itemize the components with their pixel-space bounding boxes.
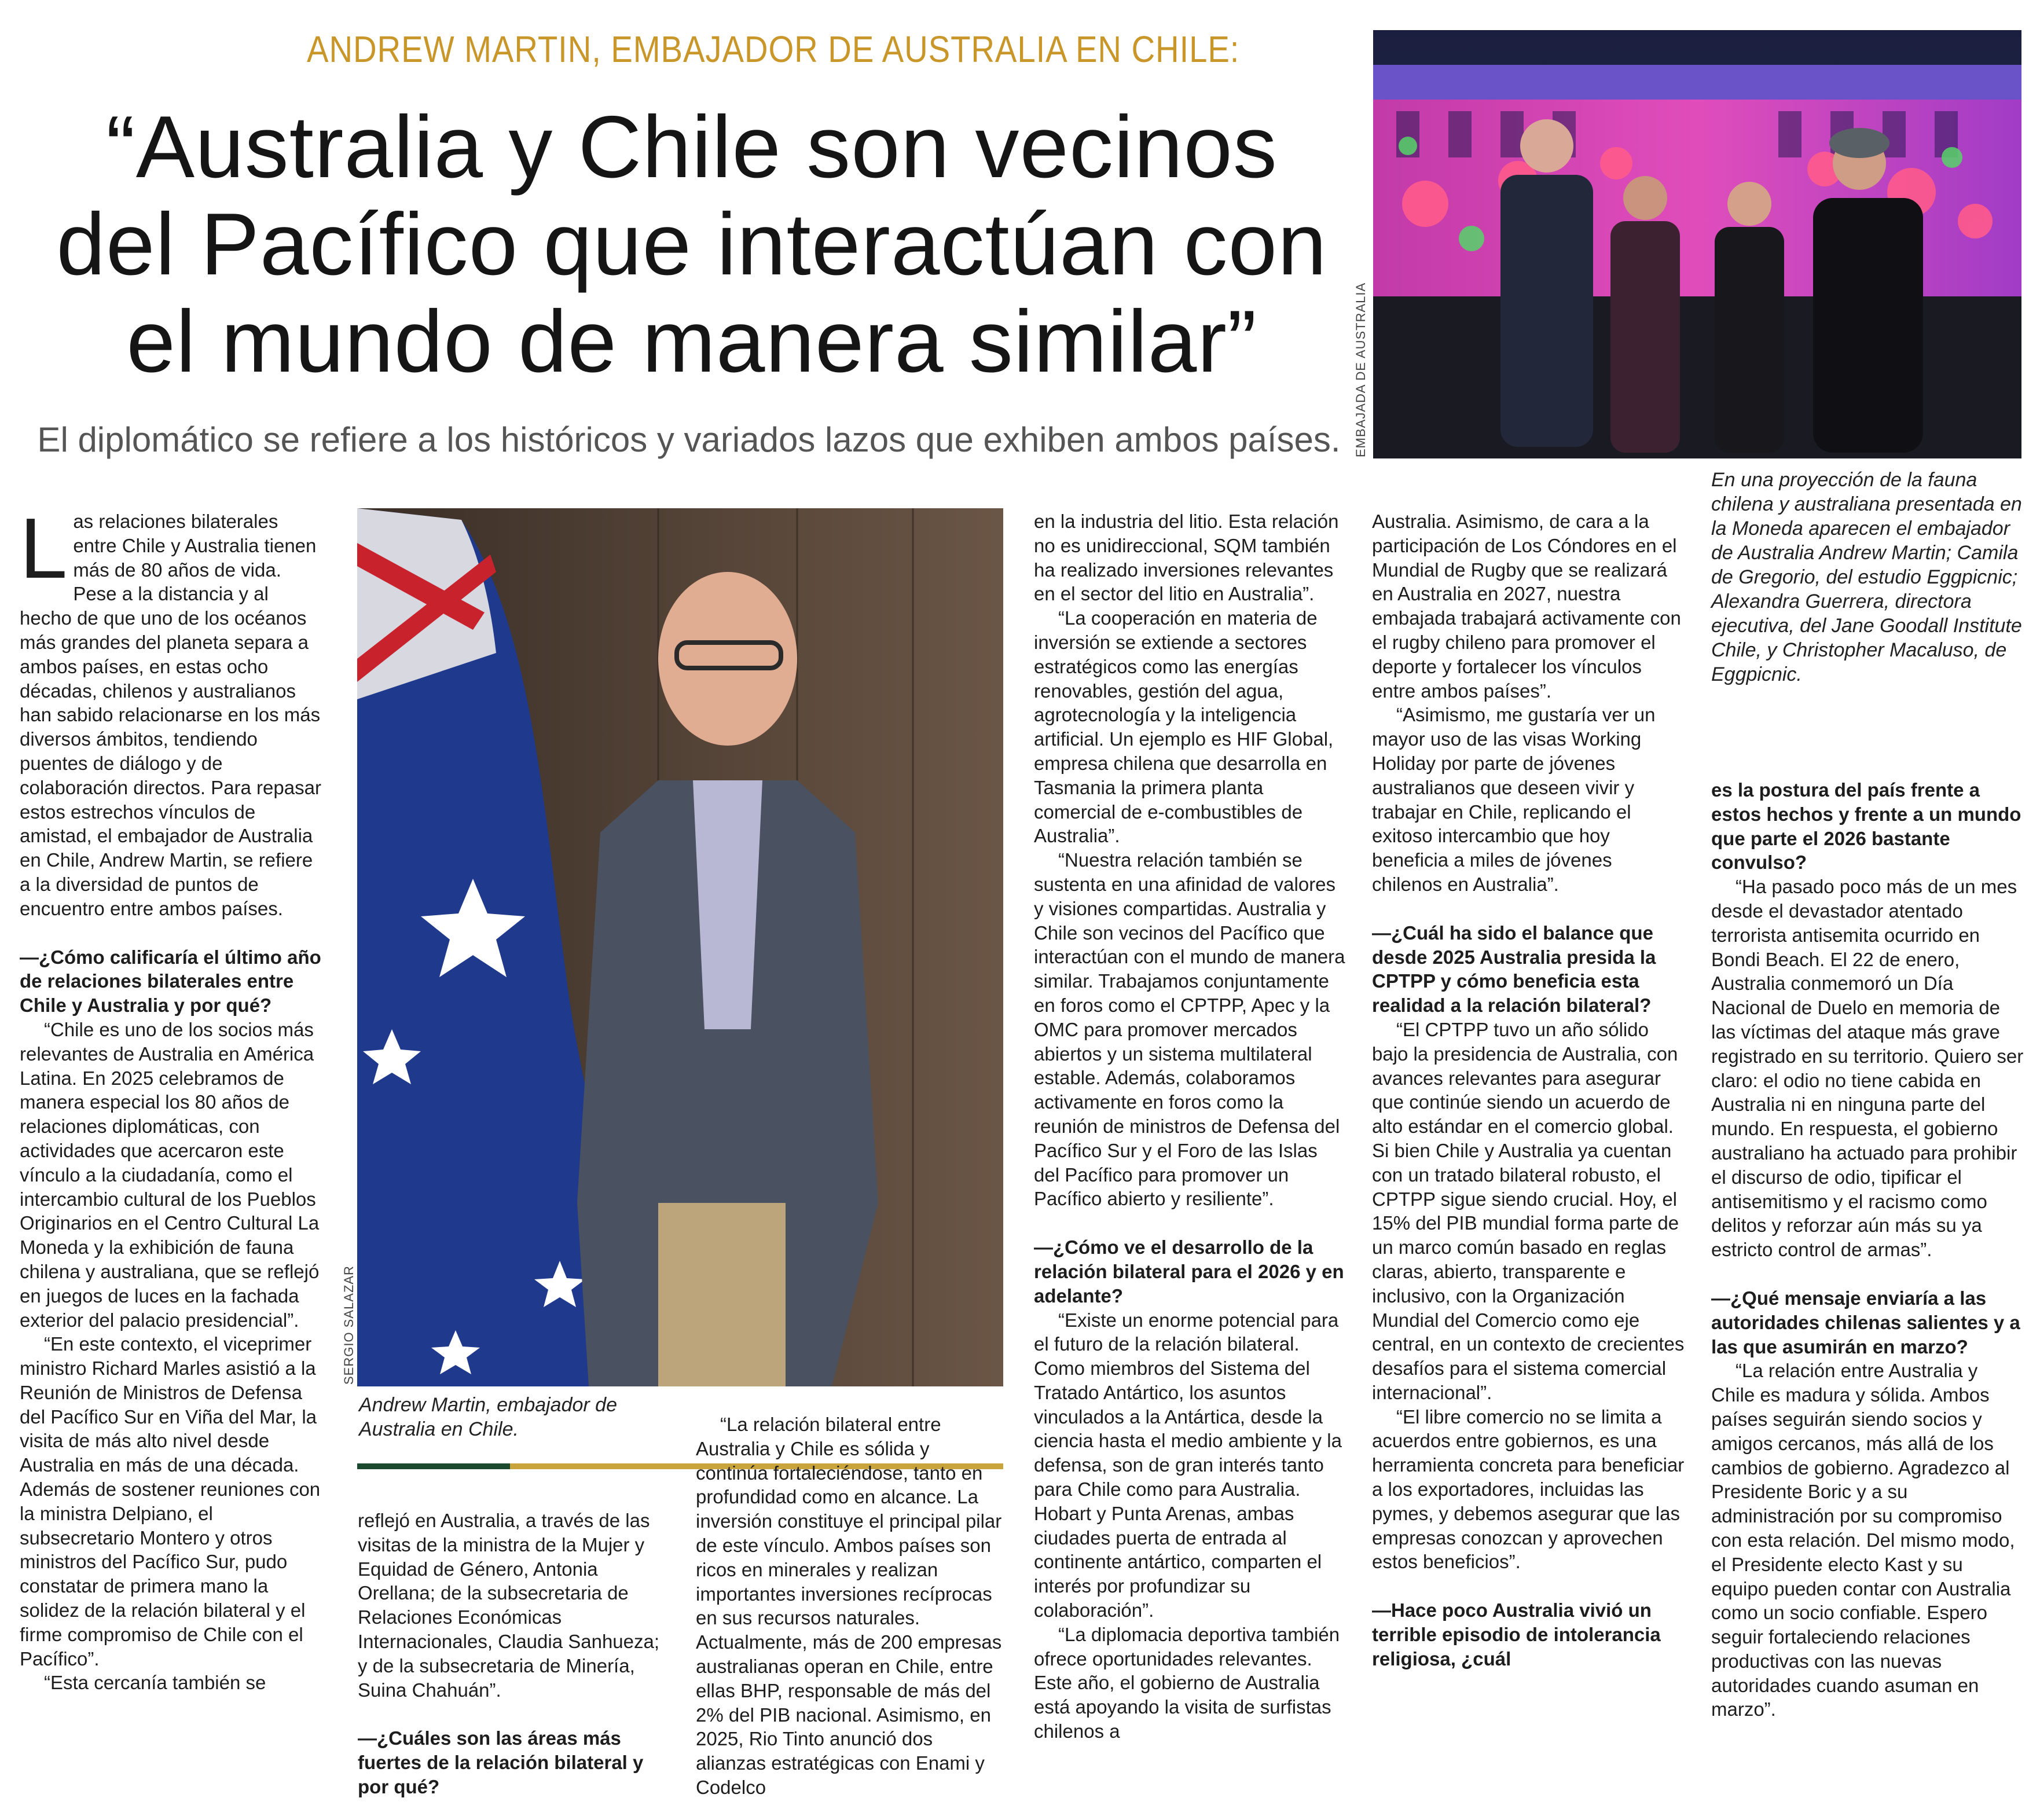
headline bbox=[17, 98, 1366, 390]
top-photo-credit: EMBAJADA DE AUSTRALIA bbox=[1353, 282, 1368, 457]
main-photo bbox=[357, 508, 1003, 1386]
intro-paragraph: Las relaciones bilaterales entre Chile y Australia tienen más de 80 años de vida. Pese a la distancia y al hecho de que uno de los océanos más grandes del planeta separa a ambos países, en estas ocho décadas, chilenos y australianos han sabido relacionarse en los más diversos ámbitos, tendiendo puentes de diálogo y de colaboración directos. Para repasar estos estrechos vínculos de amistad, el embajador de Australia en Chile, Andrew Martin, se refiere a la diversidad de puntos de encuentro entre ambos países. bbox=[20, 501, 321, 919]
drop-cap: L bbox=[20, 501, 68, 596]
question-5-continued: es la postura del país frente a estos hechos y frente a un mundo que parte el 2026 bastante convulso? bbox=[1711, 779, 2021, 874]
paragraph: “Chile es uno de los socios más relevantes de Australia en América Latina. En 2025 celebramos de manera especial los 80 años de relaciones diplomáticas, con actividades que acercaron este vínculo a la ciudadanía, como el intercambio cultural de los Pueblos Originarios en el Centro Cultural La Moneda y la exhibición de fauna chilena y australiana, que se reflejó en juegos de luces en la fachada exterior del palacio presidencial”. bbox=[20, 1018, 320, 1331]
paragraph: Australia. Asimismo, de cara a la participación de Los Cóndores en el Mundial de Rugby que se realizará en Australia en 2027, nuestra embajada trabajará activamente con el rugby chileno para promover el deporte y fortalecer los vínculos entre ambos países”. bbox=[1372, 511, 1681, 702]
paragraph: “El CPTPP tuvo un año sólido bajo la presidencia de Australia, con avances relevantes para asegurar que continúe siendo un acuerdo de alto estándar en el comercio global. Si bien Chile y Australia ya cuentan con un tratado bilateral robusto, el CPTPP sigue siendo crucial. Hoy, el 15% del PIB mundial forma parte de un marco común basado en reglas claras, abierto, transparente e inclusivo, con la Organización Mundial del Comercio como eje central, en un contexto de crecientes desafíos para el sistema comercial internacional”. bbox=[1372, 1018, 1685, 1403]
paragraph: “La diplomacia deportiva también ofrece oportunidades relevantes. Este año, el gobierno de Australia está apoyando la visita de surfistas chilenos a bbox=[1034, 1623, 1340, 1742]
column-1 bbox=[20, 501, 323, 1695]
paragraph: “Esta cercanía también se bbox=[44, 1672, 266, 1694]
question-4: —¿Cuál ha sido el balance que desde 2025 Australia presida la CPTPP y cómo beneficia esta realidad a la relación bilateral? bbox=[1372, 922, 1656, 1017]
question-6: —¿Qué mensaje enviaría a las autoridades chilenas salientes y a las que asumirán en marzo? bbox=[1711, 1287, 2020, 1357]
question-2: —¿Cuáles son las áreas más fuertes de la relación bilateral y por qué? bbox=[358, 1727, 644, 1797]
paragraph: “Existe un enorme potencial para el futuro de la relación bilateral. Como miembros del Sistema del Tratado Antártico, los asuntos vinculados a la Antártica, desde la ciencia hasta el medio ambiente y la defensa, son de gran interés tanto para Chile como para Australia. Hobart y Punta Arenas, ambas ciudades puerta de entrada al continente antártico, comparten el interés por profundizar su colaboración”. bbox=[1034, 1309, 1342, 1621]
paragraph: “El libre comercio no se limita a acuerdos entre gobiernos, es una herramienta concreta para beneficiar a los exportadores, incluidas las pymes, y debemos asegurar que las empresas conozcan y aprovechen estos beneficios”. bbox=[1372, 1406, 1685, 1573]
paragraph: “La cooperación en materia de inversión se extiende a sectores estratégicos como las energías renovables, gestión del agua, agrotecnología y la inteligencia artificial. Un ejemplo es HIF Global, empresa chilena que desarrolla en Tasmania la primera planta comercial de e-combustibles de Australia”. bbox=[1034, 607, 1334, 847]
paragraph: en la industria del litio. Esta relación no es unidireccional, SQM también ha realizado inversiones relevantes en el sector del litio en Australia”. bbox=[1034, 511, 1339, 605]
deck: El diplomático se refiere a los históricos y variados lazos que exhiben ambos países. bbox=[37, 420, 1341, 459]
paragraph: “La relación bilateral entre Australia y Chile es sólida y continúa fortaleciéndose, tanto en profundidad como en alcance. La inversión constituye el principal pilar de este vínculo. Ambos países son ricos en minerales y realizan importantes inversiones recíprocas en sus recursos naturales. Actualmente, más de 200 empresas australianas operan en Chile, entre ellas BHP, responsable de más del 2% del PIB nacional. Asimismo, en 2025, Rio Tinto anunció dos alianzas estratégicas con Enami y Codelco bbox=[696, 1414, 1002, 1798]
top-photo-caption: En una proyección de la fauna chilena y australiana presentada en la Moneda aparecen el embajador de Australia Andrew Martin; Camila de Gregorio, del estudio Eggpicnic; Alexandra Guerrera, directora ejecutiva, del Jane Goodall Institute Chile, y Christopher Macaluso, de Eggpicnic. bbox=[1711, 469, 2022, 685]
question-5: —Hace poco Australia vivió un terrible episodio de intolerancia religiosa, ¿cuál bbox=[1372, 1599, 1661, 1669]
top-photo bbox=[1373, 30, 2021, 458]
question-3: —¿Cómo ve el desarrollo de la relación bilateral para el 2026 y en adelante? bbox=[1034, 1236, 1344, 1307]
question-1: —¿Cómo calificaría el último año de relaciones bilaterales entre Chile y Australia y por qué? bbox=[20, 946, 321, 1017]
paragraph: “Nuestra relación también se sustenta en una afinidad de valores y visiones compartidas. Australia y Chile son vecinos del Pacífico que interactúan con el mundo de manera similar. Trabajamos conjuntamente en foros como el CPTPP, Apec y la OMC para promover mercados abiertos y un sistema multilateral estable. Además, colaboramos activamente en foros como la reunión de ministros de Defensa del Pacífico Sur y el Foro de las Islas del Pacífico para promover un Pacífico abierto y resiliente”. bbox=[1034, 849, 1345, 1210]
main-photo-credit: SERGIO SALAZAR bbox=[342, 1265, 356, 1385]
headline-line-2: del Pacífico que interactúan con bbox=[56, 195, 1327, 293]
paragraph: “En este contexto, el viceprimer ministro Richard Marles asistió a la Reunión de Ministros de Defensa del Pacífico Sur en Viña del Mar, la visita de más alto nivel desde Australia en más de una década. Además de sostener reuniones con la ministra Delpiano, el subsecretario Montero y otros ministros del Pacífico Sur, pudo constatar de primera mano la solidez de la relación bilateral y el firme compromiso de Chile con el Pacífico”. bbox=[20, 1333, 321, 1669]
paragraph: “Ha pasado poco más de un mes desde el devastador atentado terrorista antisemita ocurrido en Bondi Beach. El 22 de enero, Australia conmemoró un Día Nacional de Duelo en memoria de las víctimas del ataque más grave registrado en su territorio. Quiero ser claro: el odio no tiene cabida en Australia ni en ninguna parte del mundo. En respuesta, el gobierno australiano ha actuado para prohibir el discurso de odio, tipificar el antisemitismo y el racismo como delitos y reforzar aún más su ya estricto control de armas”. bbox=[1711, 876, 2024, 1261]
paragraph: “La relación entre Australia y Chile es madura y sólida. Ambos países seguirán siendo socios y amigos cercanos, más allá de los cambios de gobierno. Agradezco al Presidente Boric y a su administración por su compromiso con esta relación. Del mismo modo, el Presidente electo Kast y su equipo pueden contar con Australia como un socio confiable. Espero seguir fortaleciendo relaciones productivas con las nuevas autoridades cuando asuman en marzo”. bbox=[1711, 1360, 2015, 1720]
column-5 bbox=[1711, 778, 2024, 1722]
headline-line-3: el mundo de manera similar” bbox=[126, 292, 1257, 391]
paragraph: reflejó en Australia, a través de las visitas de la ministra de la Mujer y Equidad de Género, Antonia Orellana; de la subsecretaria de Relaciones Económicas Internacionales, Claudia Sanhueza; y de la subsecretaria de Minería, Suina Chahuán”. bbox=[358, 1510, 660, 1701]
column-3 bbox=[1034, 509, 1346, 1744]
column-2 bbox=[358, 1509, 670, 1799]
column-3-lower bbox=[696, 1412, 1003, 1800]
main-photo-caption: Andrew Martin, embajador de Australia en Chile. bbox=[359, 1394, 618, 1440]
kicker: ANDREW MARTIN, EMBAJADOR DE AUSTRALIA EN CHILE: bbox=[307, 28, 1240, 70]
paragraph: “Asimismo, me gustaría ver un mayor uso de las visas Working Holiday por parte de jóvenes australianos que deseen vivir y trabajar en Chile, replicando el exitoso intercambio que hoy beneficia a miles de jóvenes chilenos en Australia”. bbox=[1372, 704, 1656, 895]
headline-line-1: “Australia y Chile son vecinos bbox=[106, 98, 1278, 196]
column-4 bbox=[1372, 509, 1685, 1671]
